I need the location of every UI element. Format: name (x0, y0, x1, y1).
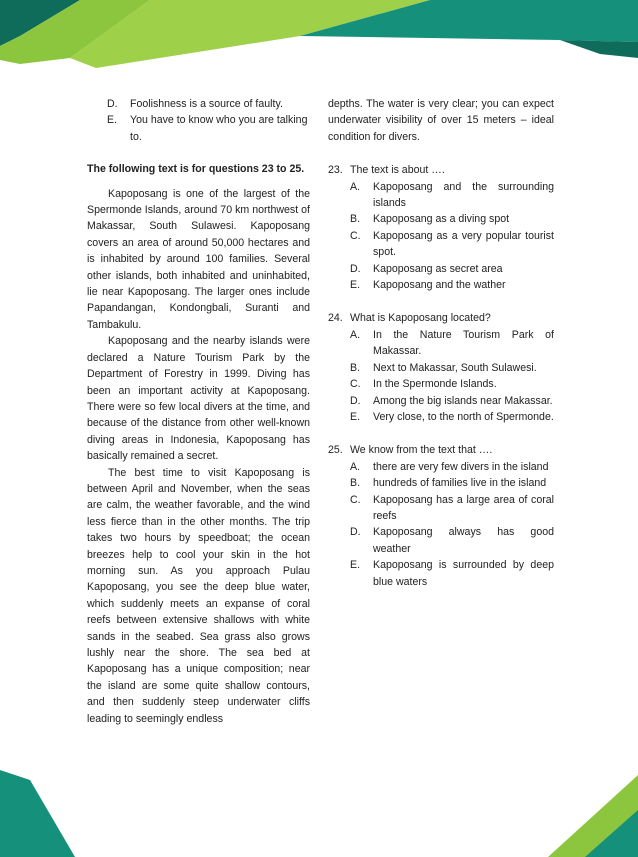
option-text: Among the big islands near Makassar. (373, 394, 553, 407)
question-text: We know from the text that …. (350, 444, 493, 457)
left-column (87, 96, 310, 727)
answer-option (328, 492, 554, 525)
answer-option (328, 409, 554, 425)
option-letter: C. (350, 229, 361, 242)
passage-continuation: depths. The water is very clear; you can expect underwater visibility of over 15 meters – ideal condition for divers. (328, 98, 554, 143)
option-item (87, 112, 310, 145)
passage-paragraph: The best time to visit Kapoposang is between April and November, when the seas are calm, the weather favorable, and the wind less fierce than in the other months. The trip takes two hours by speedboat; the ocean breezes help to cool your skin in the hot morning sun. As you approach Pulau Kapoposang, you see the deep blue water, which suddenly meets an expanse of coral reefs between extensive shallows with white sands in the seabed. Sea grass also grows lushly near the shore. The sea bed at Kapoposang has a unique composition; near the island are some quite shallow contours, and then suddenly steep underwater cliffs leading to seemingly endless (87, 466, 310, 725)
option-text: Kapoposang and the wather (373, 279, 506, 292)
option-text: Kapoposang as a very popular tourist spot. (373, 229, 554, 259)
option-text: Kapoposang and the surrounding islands (373, 180, 554, 210)
option-letter: E. (350, 279, 361, 292)
option-letter: C. (350, 378, 361, 391)
question-number: 25. (328, 444, 343, 457)
passage-paragraph: Kapoposang and the nearby islands were declared a Nature Tourism Park by the Department of Forestry in 1999. Diving has been an important activity at Kapoposang. There were so few local divers at the time, and because of the distance from other well-known diving areas in Indonesia, Kapoposang has basically remained a secret. (87, 335, 310, 463)
bottom-left-teal-shape (0, 770, 75, 857)
question-25 (328, 442, 554, 590)
top-right-dark-accent (560, 40, 638, 58)
option-letter: B. (350, 477, 361, 490)
option-letter: D. (350, 394, 361, 407)
question-23 (328, 162, 554, 293)
option-letter: B. (350, 213, 361, 226)
right-column (328, 96, 554, 590)
option-letter: A. (350, 328, 361, 341)
option-text: there are very few divers in the island (373, 460, 549, 473)
option-text: Next to Makassar, South Sulawesi. (373, 361, 537, 374)
answer-option (328, 277, 554, 293)
option-text: Very close, to the north of Spermonde. (373, 410, 554, 423)
answer-option (328, 393, 554, 409)
answer-option (328, 376, 554, 392)
option-letter: A. (350, 180, 361, 193)
question-text: The text is about …. (350, 164, 445, 177)
question-24 (328, 310, 554, 425)
question-text: What is Kapoposang located? (350, 312, 491, 325)
option-text: You have to know who you are talking to. (130, 114, 308, 143)
answer-option (328, 179, 554, 212)
option-text: Kapoposang as a diving spot (373, 213, 510, 226)
option-letter: D. (350, 262, 361, 275)
answer-option (328, 261, 554, 277)
answer-option (328, 211, 554, 227)
answer-option (328, 459, 554, 475)
option-text: hundreds of families live in the island (373, 477, 547, 490)
answer-option (328, 524, 554, 557)
option-letter: D. (350, 526, 361, 539)
option-letter: A. (350, 460, 361, 473)
option-text: Kapoposang as secret area (373, 262, 503, 275)
question-number: 23. (328, 164, 343, 177)
option-text: Kapoposang has a large area of coral reefs (373, 493, 554, 522)
option-letter: D. (107, 98, 118, 110)
answer-option (328, 228, 554, 261)
option-text: In the Spermonde Islands. (373, 378, 497, 391)
option-text: In the Nature Tourism Park of Makassar. (373, 328, 554, 358)
option-text: Foolishness is a source of faulty. (130, 98, 283, 110)
passage-paragraph: Kapoposang is one of the largest of the Spermonde Islands, around 70 km northwest of Makassar, South Sulawesi. Kapoposang covers an area of around 50,000 hectares and is inhabited by around 100 families. Several other islands, both inhabited and uninhabited, lie near Kapoposang. The larger ones include Papandangan, Kondongbali, Suranti and Tambakulu. (87, 187, 310, 331)
option-letter: C. (350, 493, 361, 506)
answer-option (328, 360, 554, 376)
option-letter: B. (350, 361, 361, 374)
answer-option (328, 475, 554, 491)
passage-heading: The following text is for questions 23 to 25. (87, 163, 305, 176)
option-text: Kapoposang always has good weather (373, 526, 554, 555)
answer-option (328, 327, 554, 360)
option-letter: E. (350, 559, 361, 572)
answer-option (328, 557, 554, 590)
option-letter: E. (350, 410, 361, 423)
option-item (87, 96, 310, 112)
option-text: Kapoposang is surrounded by deep blue waters (373, 559, 554, 588)
question-number: 24. (328, 312, 343, 325)
option-letter: E. (107, 114, 118, 127)
